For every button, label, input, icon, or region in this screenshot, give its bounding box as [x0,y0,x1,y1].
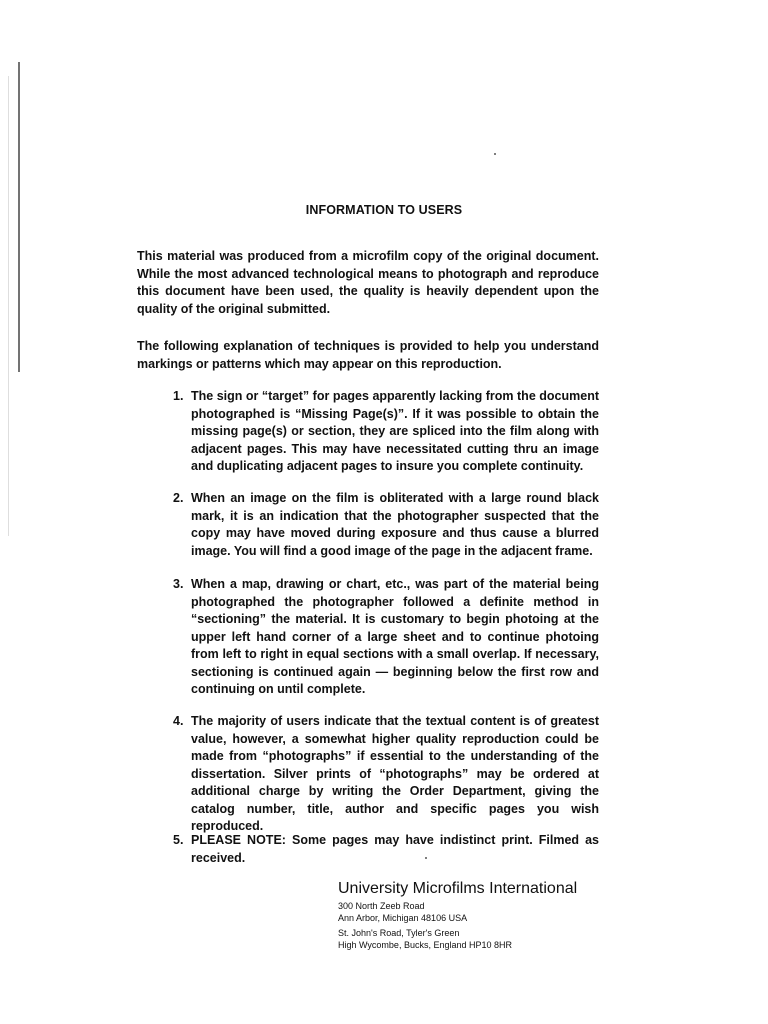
list-item-text: When a map, drawing or chart, etc., was part of the material being photographed the photographer followed a definite method in “sectioning” the material. It is customary to begin photoing at the upper left hand corner of a large sheet and to continue photoing from left to right in equal sections with a small overlap. If necessary, sectioning is continued again — beginning below the first row and continuing on until complete. [191,577,599,696]
list-item-number: 4. [173,714,184,728]
publisher-address-line: St. John's Road, Tyler's Green [338,928,460,938]
list-item-number: 3. [173,577,184,591]
list-item-text: PLEASE NOTE: Some pages may have indistinct print. Filmed as received. [191,833,599,865]
publisher-name: University Microfilms International [338,880,578,897]
scan-edge-shadow [8,76,9,536]
scan-edge-mark [18,62,20,372]
list-item-text: The sign or “target” for pages apparently lacking from the document photographed is “Missing Page(s)”. If it was possible to obtain the missing page(s) or section, they are spliced into the film along with adjacent pages. This may have necessitated cutting thru an image and duplicating adjacent pages to insure you complete continuity. [191,389,599,473]
list-item-number: 1. [173,389,184,403]
list-item-number: 5. [173,833,184,847]
publisher-address-line: High Wycombe, Bucks, England HP10 8HR [338,940,512,950]
explanation-paragraph: The following explanation of techniques is provided to help you understand markings or patterns which may appear on this reproduction. [137,339,599,371]
publisher-address-line: Ann Arbor, Michigan 48106 USA [338,913,468,923]
scan-speck [494,153,496,155]
list-item-number: 2. [173,491,184,505]
publisher-address-line: 300 North Zeeb Road [338,901,425,911]
intro-paragraph: This material was produced from a microfilm copy of the original document. While the most advanced technological means to photograph and reproduce this document have been used, the quality is heavily dependent upon the quality of the original submitted. [137,249,599,316]
document-title: INFORMATION TO USERS [305,203,463,217]
list-item-text: When an image on the film is obliterated with a large round black mark, it is an indication that the photographer suspected that the copy may have moved during exposure and thus cause a blurred image. You will find a good image of the page in the adjacent frame. [191,491,599,558]
list-item-text: The majority of users indicate that the textual content is of greatest value, however, a somewhat higher quality reproduction could be made from “photographs” if essential to the understanding of the dissertation. Silver prints of “photographs” may be ordered at additional charge by writing the Order Department, giving the catalog number, title, author and specific pages you wish reproduced. [191,714,599,833]
